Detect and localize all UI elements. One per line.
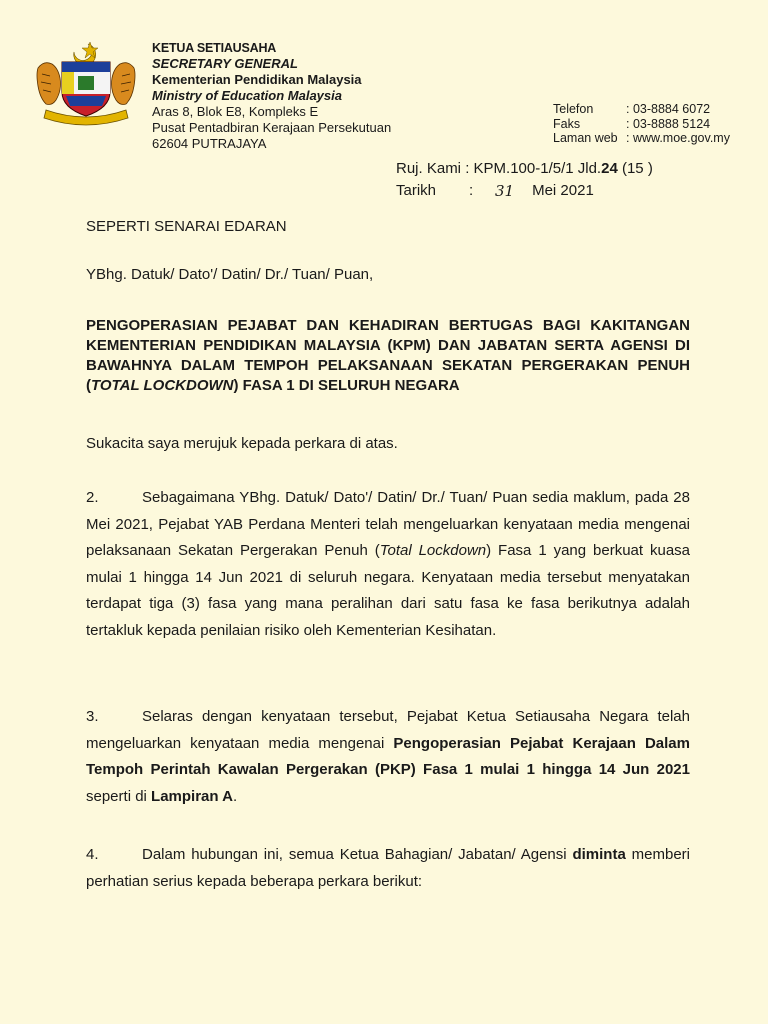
para2-text-2: ) Fasa 1 yang berkuat kuasa mulai 1 hingga 14 Jun 2021 di seluruh negara. Kenyataan media tersebut menyatakan terdapat tiga (3) fasa yang mana peralihan dari satu fasa ke fasa berikutnya adalah tertakluk kepada penilaian risiko oleh Kementerian Kesihatan. — [86, 542, 690, 639]
contact-fax — [553, 117, 730, 132]
paragraph-number: 4. — [86, 846, 99, 863]
tarikh-label: Tarikh — [396, 182, 437, 199]
ruj-volume: 24 — [601, 160, 618, 177]
paragraph-2 — [86, 485, 690, 644]
contact-label: Laman web — [553, 131, 618, 145]
letter-subject — [86, 316, 690, 396]
letterhead-office — [152, 40, 391, 152]
subject-part-1: PENGOPERASIAN PEJABAT DAN KEHADIRAN BERTUGAS BAGI KAKITANGAN KEMENTERIAN PENDIDIKAN MALAYSIA (KPM) DAN JABATAN SERTA AGENSI DI BAWAHNYA DALAM TEMPOH PELAKSANAAN SEKATAN PERGERAKAN PENUH ( — [86, 317, 690, 394]
paragraph-number: 3. — [86, 708, 99, 725]
reference-block — [396, 158, 653, 202]
paragraph-3 — [86, 704, 690, 810]
tarikh-colon: : — [469, 182, 474, 199]
address-line-3: 62604 PUTRAJAYA — [152, 136, 267, 151]
para4-text-2: memberi perhatian serius kepada beberapa perkara berikut: — [86, 846, 690, 890]
recipient: SEPERTI SENARAI EDARAN — [86, 218, 287, 235]
para3-text-3: . — [233, 787, 238, 805]
subject-part-2: ) FASA 1 DI SELURUH NEGARA — [233, 377, 460, 394]
tarikh-month-year: Mei 2021 — [532, 182, 594, 199]
opening-line: Sukacita saya merujuk kepada perkara di atas. — [86, 435, 398, 452]
letter-date — [396, 180, 653, 202]
contact-value: : 03-8884 6072 — [626, 102, 711, 116]
paragraph-4 — [86, 842, 690, 895]
malaysia-coat-of-arms-icon — [30, 38, 142, 126]
office-name: KETUA SETIAUSAHA — [152, 41, 277, 55]
contact-phone — [553, 102, 730, 117]
address-line-1: Aras 8, Blok E8, Kompleks E — [152, 104, 319, 119]
para2-text-1: Sebagaimana YBhg. Datuk/ Dato'/ Datin/ Dr./ Tuan/ Puan sedia maklum, pada 28 Mei 2021, Pejabat YAB Perdana Menteri telah mengeluarkan kenyataan media mengenai pelaksanaan Sekatan Pergerakan Penuh ( — [86, 489, 690, 559]
salutation: YBhg. Datuk/ Dato'/ Datin/ Dr./ Tuan/ Puan, — [86, 266, 374, 283]
letterhead-contacts — [553, 102, 730, 146]
contact-label: Telefon — [553, 102, 594, 116]
ministry-name: Kementerian Pendidikan Malaysia — [152, 72, 362, 87]
office-name-en: SECRETARY GENERAL — [152, 56, 298, 71]
contact-value: : www.moe.gov.my — [626, 131, 730, 145]
tarikh-day: 31 — [495, 182, 515, 200]
address-line-2: Pusat Pentadbiran Kerajaan Persekutuan — [152, 120, 392, 135]
ruj-value: : KPM.100-1/5/1 Jld. — [465, 160, 602, 177]
ministry-name-en: Ministry of Education Malaysia — [152, 88, 342, 103]
contact-website — [553, 131, 730, 146]
para2-italic: Total Lockdown — [379, 542, 487, 559]
para3-text-1: Selaras dengan kenyataan tersebut, Pejabat Ketua Setiausaha Negara telah mengeluarkan kenyataan media mengenai — [86, 708, 690, 752]
ruj-suffix: (15 ) — [621, 160, 653, 177]
ruj-label: Ruj. Kami — [396, 160, 462, 177]
para3-bold-2: Lampiran A — [151, 787, 234, 805]
reference-number — [396, 158, 653, 180]
para4-bold-1: diminta — [572, 846, 626, 863]
para3-bold-1: Pengoperasian Pejabat Kerajaan Dalam Tempoh Perintah Kawalan Pergerakan (PKP) Fasa 1 mulai 1 hingga 14 Jun 2021 — [86, 734, 690, 778]
contact-value: : 03-8888 5124 — [626, 116, 711, 131]
para3-text-2: seperti di — [86, 787, 152, 805]
para4-text-1: Dalam hubungan ini, semua Ketua Bahagian/ Jabatan/ Agensi — [142, 846, 573, 863]
subject-italic: TOTAL LOCKDOWN — [91, 377, 234, 394]
paragraph-number: 2. — [86, 489, 99, 506]
contact-label: Faks — [553, 116, 581, 131]
